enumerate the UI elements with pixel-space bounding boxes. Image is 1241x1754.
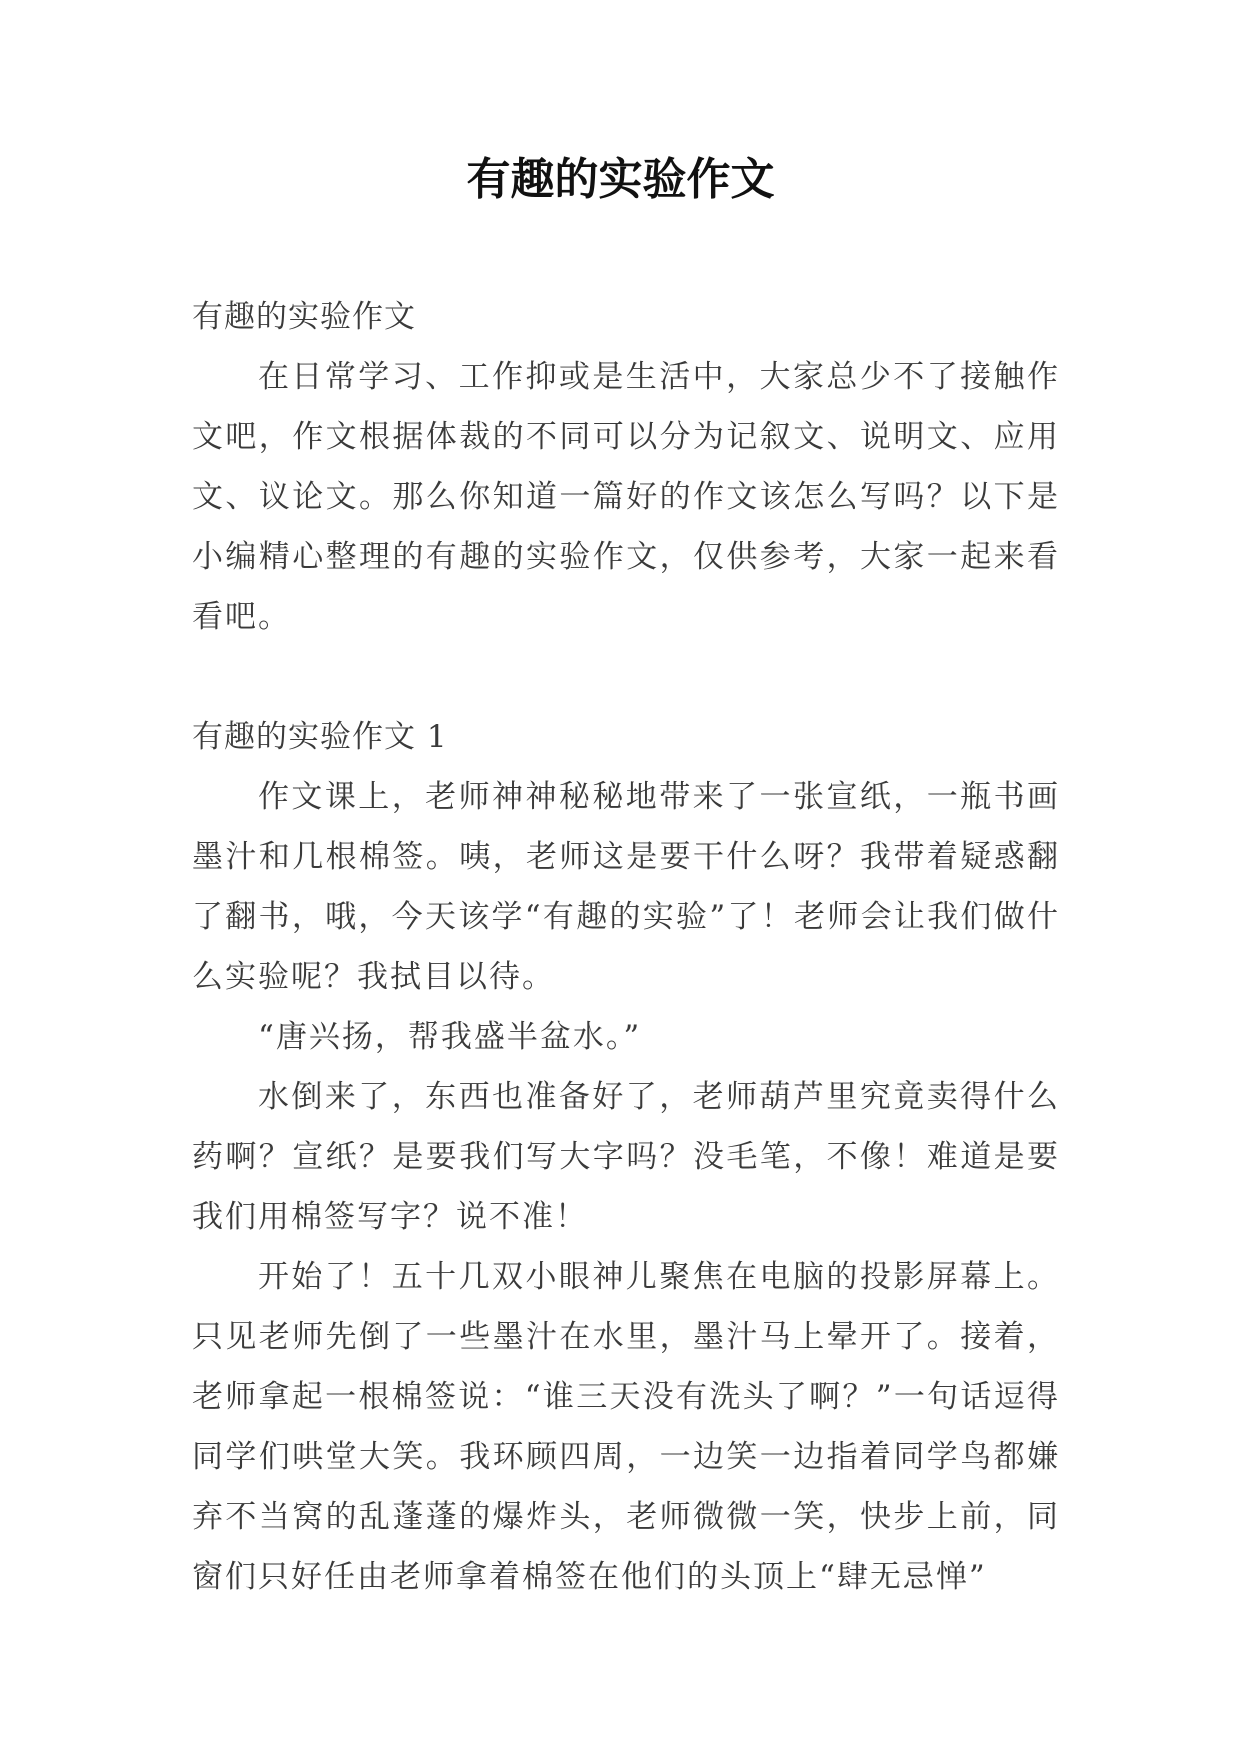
body-paragraph: 开始了！五十几双小眼神儿聚焦在电脑的投影屏幕上。只见老师先倒了一些墨汁在水里，墨汁马上晕开了。接着，老师拿起一根棉签说：“谁三天没有洗头了啊？”一句话逗得同学们哄堂大笑。我环顾四周，一边笑一边指着同学鸟都嫌弃不当窝的乱蓬蓬的爆炸头，老师微微一笑，快步上前，同窗们只好任由老师拿着棉签在他们的头顶上“肆无忌惮”: [192, 1259, 1060, 1595]
body-paragraph: “唐兴扬，帮我盛半盆水。”: [258, 1019, 642, 1055]
intro-heading: 有趣的实验作文: [192, 299, 416, 335]
intro-paragraph: 在日常学习、工作抑或是生活中，大家总少不了接触作文吧，作文根据体裁的不同可以分为记叙文、说明文、应用文、议论文。那么你知道一篇好的作文该怎么写吗？以下是小编精心整理的有趣的实验作文，仅供参考，大家一起来看看吧。: [192, 359, 1060, 635]
document-title: 有趣的实验作文: [466, 154, 775, 205]
document-body: [192, 287, 1060, 1607]
body-paragraph: 水倒来了，东西也准备好了，老师葫芦里究竟卖得什么药啊？宣纸？是要我们写大字吗？没毛笔，不像！难道是要我们用棉签写字？说不准！: [192, 1079, 1060, 1235]
body-paragraph: 作文课上，老师神神秘秘地带来了一张宣纸，一瓶书画墨汁和几根棉签。咦，老师这是要干什么呀？我带着疑惑翻了翻书，哦，今天该学“有趣的实验”了！老师会让我们做什么实验呢？我拭目以待。: [192, 779, 1060, 995]
section-spacer: [192, 647, 1060, 707]
section-heading: 有趣的实验作文 1: [192, 719, 448, 755]
